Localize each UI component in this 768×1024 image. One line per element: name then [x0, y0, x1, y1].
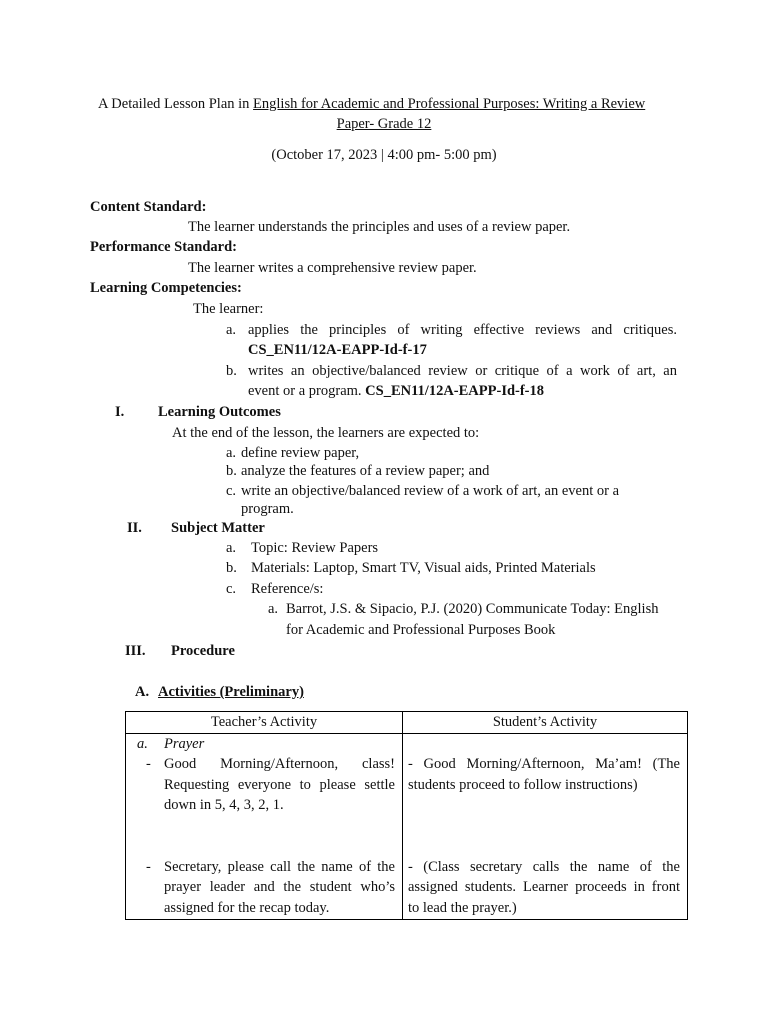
- teacher-item-1-line3: down in 5, 4, 3, 2, 1.: [164, 796, 284, 813]
- title-prefix: A Detailed Lesson Plan in: [98, 96, 254, 112]
- competency-marker-a: a.: [226, 322, 237, 338]
- performance-standard-label: Performance Standard:: [90, 239, 237, 255]
- subject-text-b: Materials: Laptop, Smart TV, Visual aids, Printed Materials: [251, 560, 596, 576]
- student-activity-header: Student’s Activity: [403, 712, 688, 734]
- competency-text-a: applies the principles of writing effective reviews and critiques.: [248, 322, 677, 338]
- competency-code-a: CS_EN11/12A-EAPP-Id-f-17: [248, 342, 427, 358]
- subject-marker-b: b.: [226, 560, 237, 576]
- competency-marker-b: b.: [226, 363, 237, 379]
- competency-text-b-line2: [248, 381, 544, 401]
- outcome-text-b: analyze the features of a review paper; and: [241, 463, 490, 479]
- title-subject-line2: Paper- Grade 12: [336, 116, 432, 132]
- competencies-intro: The learner:: [193, 301, 264, 317]
- lesson-date: (October 17, 2023 | 4:00 pm- 5:00 pm): [271, 147, 497, 163]
- teacher-item-2-dash: -: [146, 858, 151, 875]
- teacher-item-1-dash: -: [146, 755, 151, 772]
- table-row: [126, 733, 688, 919]
- teacher-activity-cell: [126, 733, 403, 919]
- learning-outcomes-heading: Learning Outcomes: [158, 404, 281, 420]
- outcome-marker-b: b.: [226, 463, 237, 479]
- outcome-text-a: define review paper,: [241, 445, 360, 461]
- student-item-1-line1: - Good Morning/Afternoon, Ma’am! (The: [408, 755, 680, 772]
- student-item-2-line3: to lead the prayer.): [408, 899, 517, 916]
- teacher-item-1-line1: Good Morning/Afternoon, class!: [164, 755, 395, 772]
- outcome-text-c-line2: program.: [241, 501, 294, 517]
- performance-standard-text: The learner writes a comprehensive review paper.: [188, 260, 477, 276]
- title-subject-line1: English for Academic and Professional Purposes: Writing a Review: [253, 96, 646, 112]
- reference-line2: for Academic and Professional Purposes Book: [286, 622, 556, 638]
- teacher-item-1-line2: Requesting everyone to please settle: [164, 776, 395, 793]
- section-numeral-2: II.: [127, 520, 142, 536]
- section-numeral-3: III.: [125, 643, 146, 659]
- competency-code-b: CS_EN11/12A-EAPP-Id-f-18: [365, 383, 545, 399]
- competency-text-b-line1: writes an objective/balanced review or critique of a work of art, an: [248, 363, 677, 379]
- subject-marker-c: c.: [226, 581, 237, 597]
- learning-outcomes-intro: At the end of the lesson, the learners are expected to:: [172, 425, 480, 441]
- teacher-item-2-line1: Secretary, please call the name of the: [164, 858, 395, 875]
- subject-matter-heading: Subject Matter: [171, 520, 265, 536]
- outcome-marker-a: a.: [226, 445, 237, 461]
- outcome-marker-c: c.: [226, 483, 237, 499]
- competency-text-b-line2-text: event or a program.: [248, 383, 362, 399]
- activities-heading: Activities (Preliminary): [158, 684, 304, 700]
- outcome-text-c-line1: write an objective/balanced review of a work of art, an event or a: [241, 483, 620, 499]
- title-subject-line2-wrap: [0, 114, 768, 134]
- student-item-1-line2: students proceed to follow instructions): [408, 776, 638, 793]
- reference-line1: Barrot, J.S. & Sipacio, P.J. (2020) Communicate Today: English: [286, 601, 659, 617]
- teacher-item-2-line3: assigned for the recap today.: [164, 899, 330, 916]
- subject-text-c: Reference/s:: [251, 581, 324, 597]
- activities-table: [125, 711, 688, 920]
- student-activity-cell: [403, 733, 688, 919]
- document-title: [98, 94, 670, 114]
- section-numeral-1: I.: [115, 404, 125, 420]
- prayer-section-marker: a.: [137, 735, 148, 752]
- teacher-activity-header: Teacher’s Activity: [126, 712, 403, 734]
- learning-competencies-label: Learning Competencies:: [90, 280, 242, 296]
- student-item-2-line1: - (Class secretary calls the name of the: [408, 858, 680, 875]
- table-header-row: [126, 712, 688, 734]
- content-standard-label: Content Standard:: [90, 199, 207, 215]
- subject-marker-a: a.: [226, 540, 237, 556]
- prayer-section-title: Prayer: [164, 735, 205, 752]
- student-item-2-line2: assigned students. Learner proceeds in front: [408, 878, 680, 895]
- activities-marker: A.: [135, 684, 150, 700]
- teacher-item-2-line2: prayer leader and the student who’s: [164, 878, 395, 895]
- procedure-heading: Procedure: [171, 643, 235, 659]
- reference-marker: a.: [268, 601, 279, 617]
- content-standard-text: The learner understands the principles and uses of a review paper.: [188, 219, 571, 235]
- subject-text-a: Topic: Review Papers: [251, 540, 379, 556]
